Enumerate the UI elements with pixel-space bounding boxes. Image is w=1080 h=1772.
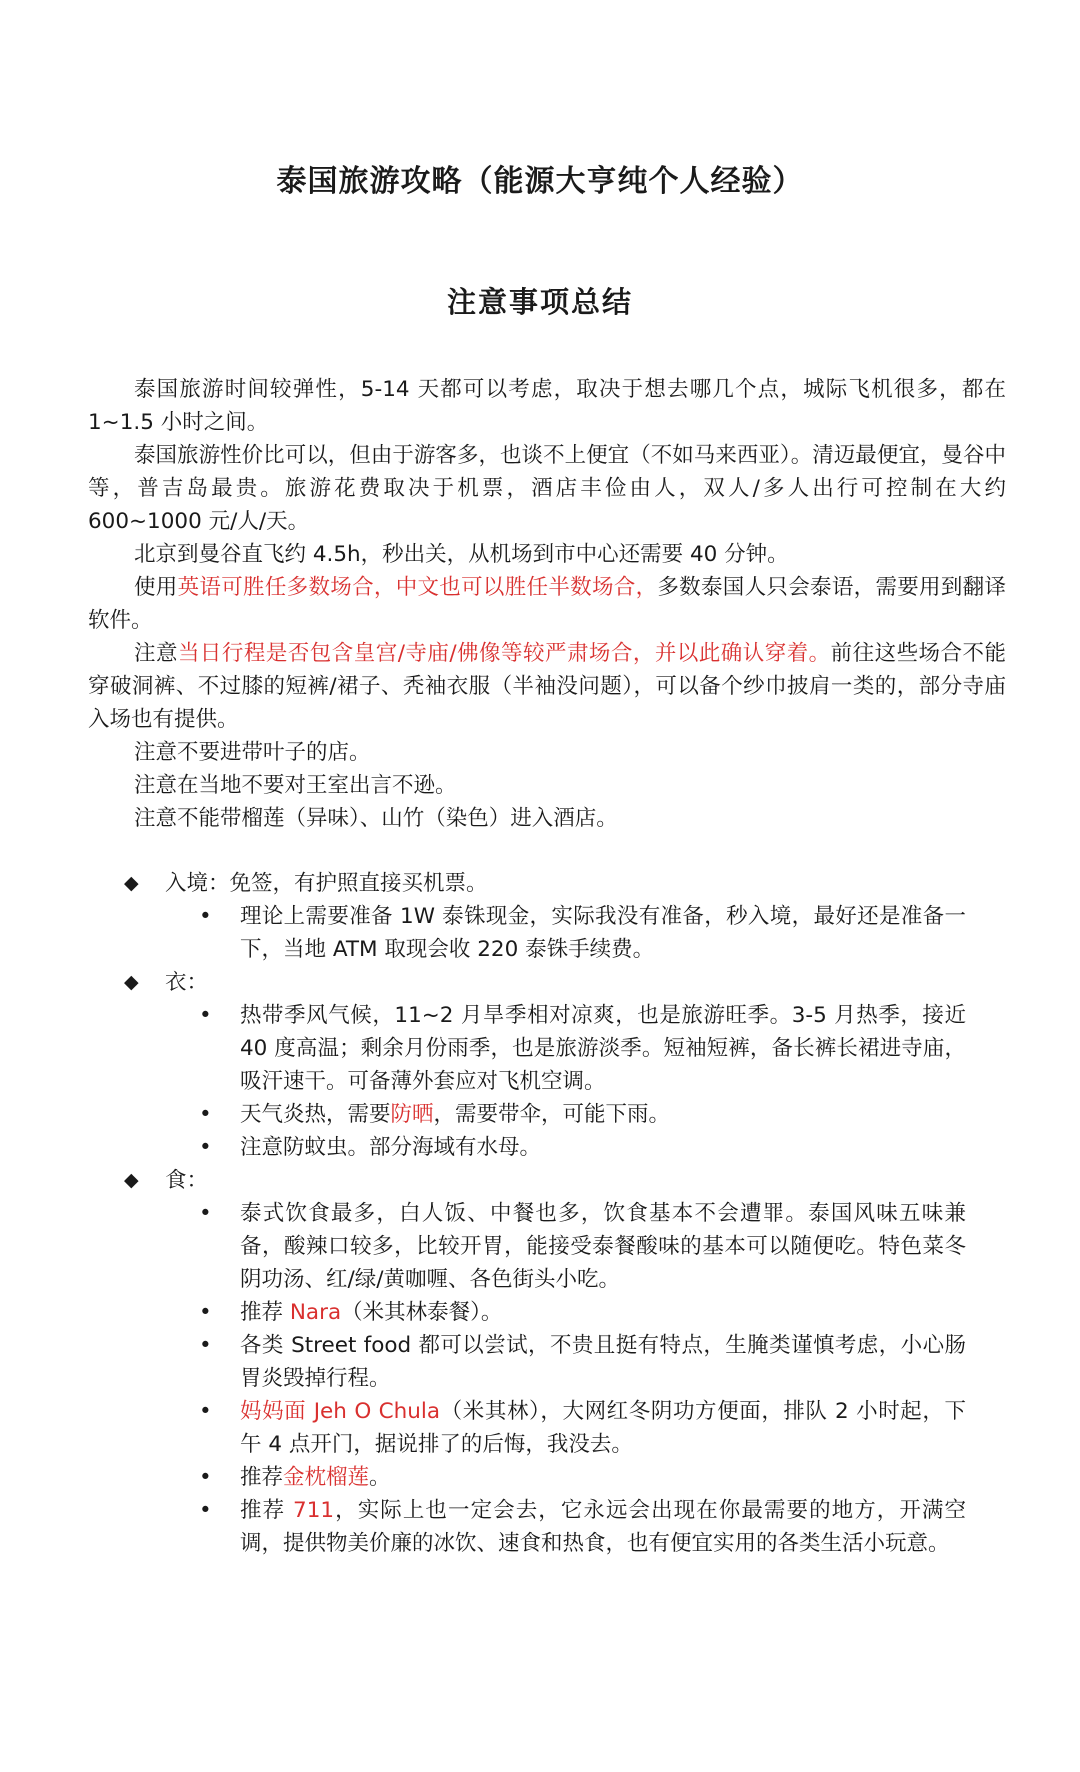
section-heading bbox=[0, 867, 1080, 900]
intro-paragraph bbox=[88, 439, 1006, 538]
list-item bbox=[0, 1461, 966, 1494]
text-segment: 推荐 bbox=[240, 1498, 294, 1523]
intro-paragraph bbox=[88, 538, 1006, 571]
diamond-bullet-icon: ◆ bbox=[124, 1169, 139, 1191]
bullet-icon: • bbox=[199, 1300, 212, 1325]
text-segment: ，实际上也一定会去，它永远会出现在你最需要的地方，开满空调，提供物美价廉的冰饮、速食和热食，也有便宜实用的各类生活小玩意。 bbox=[240, 1498, 966, 1556]
list-item bbox=[0, 1395, 966, 1461]
text-segment: 推荐 bbox=[240, 1300, 290, 1325]
diamond-bullet-icon: ◆ bbox=[124, 971, 139, 993]
intro-paragraph bbox=[88, 769, 1006, 802]
list-item bbox=[0, 999, 966, 1098]
bullet-icon: • bbox=[199, 904, 212, 929]
highlighted-text: 防晒 bbox=[390, 1102, 434, 1127]
intro-paragraphs bbox=[88, 373, 1006, 835]
highlighted-text: 妈妈面 Jeh O Chula bbox=[240, 1399, 441, 1424]
section-label: 衣： bbox=[165, 970, 209, 995]
text-segment: 推荐 bbox=[240, 1465, 284, 1490]
list-item bbox=[0, 1296, 966, 1329]
bullet-icon: • bbox=[199, 1399, 212, 1424]
bullet-icon: • bbox=[199, 1201, 212, 1226]
text-segment: （米其林），大网红冬阴功方便面，排队 2 小时起，下午 4 点开门，据说排了的后悔，我没去。 bbox=[240, 1399, 966, 1457]
text-segment: 多数泰国人只会泰语，需要用到翻译软件。 bbox=[88, 575, 1006, 633]
text-segment: ，需要带伞，可能下雨。 bbox=[433, 1102, 671, 1127]
text-segment: 泰国旅游时间较弹性，5-14 天都可以考虑，取决于想去哪几个点，城际飞机很多，都在 1~1.5 小时之间。 bbox=[88, 377, 1006, 435]
section-title: 注意事项总结 bbox=[446, 285, 633, 319]
text-segment: 泰式饮食最多，白人饭、中餐也多，饮食基本不会遭罪。泰国风味五味兼备，酸辣口较多，比较开胃，能接受泰餐酸味的基本可以随便吃。特色菜冬阴功汤、红/绿/黄咖喱、各色街头小吃。 bbox=[240, 1201, 966, 1292]
text-segment: 北京到曼谷直飞约 4.5h，秒出关，从机场到市中心还需要 40 分钟。 bbox=[134, 542, 789, 567]
list-item bbox=[0, 1197, 966, 1296]
text-segment: 天气炎热，需要 bbox=[240, 1102, 391, 1127]
text-segment: 各类 Street food 都可以尝试，不贵且挺有特点，生腌类谨慎考虑，小心肠胃炎毁掉行程。 bbox=[240, 1333, 966, 1391]
text-segment: 热带季风气候，11~2 月旱季相对凉爽，也是旅游旺季。3-5 月热季，接近 40 度高温；剩余月份雨季，也是旅游淡季。短袖短裤，备长裤长裙进寺庙，吸汗速干。可备薄外套应对飞机空调。 bbox=[240, 1003, 966, 1094]
bullet-icon: • bbox=[199, 1003, 212, 1028]
text-segment: 泰国旅游性价比可以，但由于游客多，也谈不上便宜（不如马来西亚）。清迈最便宜，曼谷中等，普吉岛最贵。旅游花费取决于机票，酒店丰俭由人，双人/多人出行可控制在大约 600~1000 元/人/天。 bbox=[88, 443, 1006, 534]
highlighted-text: Nara bbox=[289, 1300, 342, 1325]
list-item bbox=[0, 1494, 966, 1560]
text-segment: 理论上需要准备 1W 泰铢现金，实际我没有准备，秒入境，最好还是准备一下，当地 ATM 取现会收 220 泰铢手续费。 bbox=[240, 904, 966, 962]
bullet-icon: • bbox=[199, 1498, 212, 1523]
list-item bbox=[0, 1329, 966, 1395]
highlighted-text: 英语可胜任多数场合，中文也可以胜任半数场合， bbox=[177, 575, 658, 600]
list-item bbox=[0, 1098, 966, 1131]
text-segment: 注意不能带榴莲（异味）、山竹（染色）进入酒店。 bbox=[134, 806, 618, 831]
text-segment: 注意 bbox=[134, 641, 178, 666]
highlighted-text: 当日行程是否包含皇宫/寺庙/佛像等较严肃场合，并以此确认穿着。 bbox=[177, 641, 831, 666]
diamond-bullet-icon: ◆ bbox=[124, 872, 139, 894]
bullet-icon: • bbox=[199, 1465, 212, 1490]
highlighted-text: 711 bbox=[293, 1498, 335, 1523]
text-segment: 注意防蚊虫。部分海域有水母。 bbox=[240, 1135, 542, 1160]
text-segment: （米其林泰餐）。 bbox=[341, 1300, 503, 1325]
list-item bbox=[0, 1131, 966, 1164]
page-title: 泰国旅游攻略（能源大亨纯个人经验） bbox=[276, 164, 804, 199]
section-label: 入境：免签，有护照直接买机票。 bbox=[165, 871, 488, 896]
bullet-icon: • bbox=[199, 1333, 212, 1358]
highlighted-text: 金枕榴莲 bbox=[283, 1465, 370, 1490]
intro-paragraph bbox=[88, 571, 1006, 637]
intro-paragraph bbox=[88, 637, 1006, 736]
intro-paragraph bbox=[88, 802, 1006, 835]
text-segment: 前往这些场合不能穿破洞裤、不过膝的短裤/裙子、秃袖衣服（半袖没问题），可以备个纱巾披肩一类的，部分寺庙入场也有提供。 bbox=[88, 641, 1006, 732]
text-segment: 使用 bbox=[134, 575, 178, 600]
section-label: 食： bbox=[165, 1168, 209, 1193]
intro-paragraph bbox=[88, 736, 1006, 769]
text-segment: 。 bbox=[369, 1465, 391, 1490]
list-item bbox=[0, 900, 966, 966]
bullet-icon: • bbox=[199, 1102, 212, 1127]
text-segment: 注意不要进带叶子的店。 bbox=[134, 740, 371, 765]
section-heading bbox=[0, 1164, 1080, 1197]
sections-list bbox=[0, 867, 1080, 1560]
bullet-icon: • bbox=[199, 1135, 212, 1160]
text-segment: 注意在当地不要对王室出言不逊。 bbox=[134, 773, 457, 798]
intro-paragraph bbox=[88, 373, 1006, 439]
section-heading bbox=[0, 966, 1080, 999]
